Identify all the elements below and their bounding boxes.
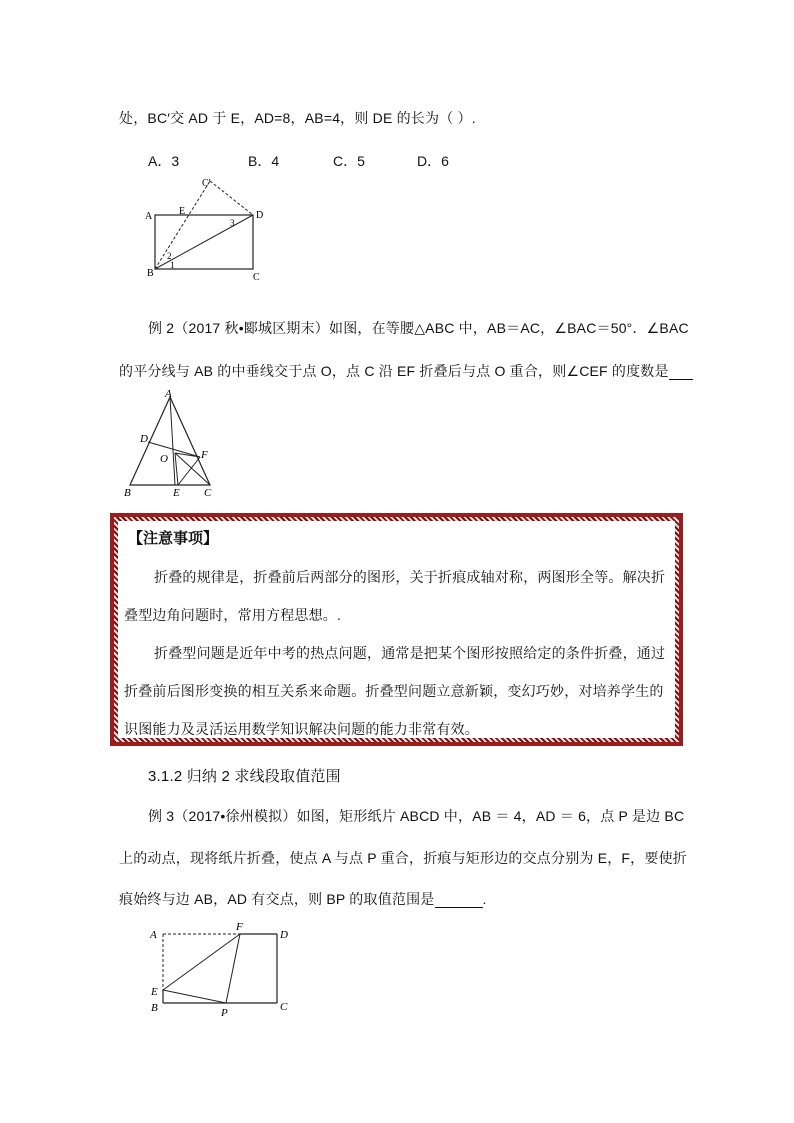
line-d-f bbox=[148, 442, 200, 457]
label-p: P bbox=[221, 1007, 228, 1019]
line-o-e bbox=[175, 453, 178, 485]
notice-p1-line2: 叠型边角问题时，常用方程思想。. bbox=[124, 607, 342, 623]
label-e: E bbox=[179, 206, 186, 217]
ex3-line3-wrap bbox=[119, 889, 487, 909]
label-d: D bbox=[256, 210, 264, 221]
ex3-line2: 上的动点，现将纸片折叠，使点 A 与点 P 重合，折痕与矩形边的交点分别为 E，F，要使折 bbox=[119, 850, 687, 866]
label-c: C bbox=[253, 272, 260, 282]
notice-p1-line1: 折叠的规律是，折叠前后两部分的图形，关于折痕成轴对称，两图形全等。解决折 bbox=[154, 569, 666, 585]
label-b: B bbox=[124, 487, 131, 499]
notice-p2-line1: 折叠型问题是近年中考的热点问题，通常是把某个图形按照给定的条件折叠，通过 bbox=[154, 645, 666, 661]
answer-blank bbox=[435, 891, 483, 908]
label-d: D bbox=[280, 929, 288, 941]
label-a: A bbox=[145, 211, 153, 222]
ex3-line1: 例 3（2017•徐州模拟）如图，矩形纸片 ABCD 中，AB ＝ 4，AD ＝ 6，点 P 是边 BC bbox=[148, 808, 685, 824]
figure-rectangle-paper bbox=[145, 918, 295, 1023]
answer-blank bbox=[669, 363, 693, 380]
angle-2: 2 bbox=[167, 251, 172, 261]
fold-line-ef bbox=[178, 457, 200, 485]
ex3-line3: 痕始终与边 AB，AD 有交点，则 BP 的取值范围是 bbox=[119, 891, 435, 907]
label-e: E bbox=[173, 487, 180, 499]
fold-ef bbox=[163, 934, 240, 990]
label-c: C bbox=[280, 1001, 288, 1013]
figure-rectangle-fold bbox=[140, 172, 280, 282]
q1-options bbox=[0, 151, 794, 171]
ex2-line2: 的平分线与 AB 的中垂线交于点 O，点 C 沿 EF 折叠后与点 O 重合，则∠CEF 的度数是 bbox=[119, 363, 669, 379]
line-c-prime-d bbox=[210, 181, 253, 215]
figure-isosceles-triangle bbox=[118, 385, 228, 500]
notice-content bbox=[118, 521, 675, 738]
label-a: A bbox=[150, 929, 157, 941]
bisector-ao bbox=[170, 397, 175, 485]
label-f: F bbox=[236, 921, 243, 933]
notice-p2-line2: 折叠前后图形变换的相互关系来命题。折叠型问题立意新颖，变幻巧妙，对培养学生的 bbox=[124, 683, 664, 699]
segment-fp bbox=[226, 934, 240, 1003]
option-b: B．4 bbox=[248, 153, 280, 169]
option-d: D．6 bbox=[417, 153, 449, 169]
label-c-prime: C′ bbox=[202, 178, 211, 189]
line-bc-prime bbox=[155, 181, 210, 269]
section-heading: 3.1.2 归纳 2 求线段取值范围 bbox=[148, 768, 341, 785]
ex2-line1: 例 2（2017 秋•郾城区期末）如图，在等腰△ABC 中，AB＝AC，∠BAC＝50°．∠BAC bbox=[148, 320, 689, 336]
notice-box bbox=[110, 513, 683, 746]
label-c: C bbox=[204, 487, 212, 499]
option-a: A．3 bbox=[148, 153, 180, 169]
ex3-line3-end: . bbox=[482, 891, 487, 907]
label-b: B bbox=[147, 268, 154, 279]
label-f: F bbox=[201, 449, 208, 461]
ex2-line2-wrap bbox=[119, 361, 693, 381]
notice-title: 【注意事项】 bbox=[128, 529, 219, 547]
label-d: D bbox=[140, 433, 148, 445]
label-o: O bbox=[160, 453, 168, 465]
notice-p2-line3: 识图能力及灵活运用数学知识解决问题的能力非常有效。 bbox=[124, 721, 479, 737]
segment-ep bbox=[163, 990, 226, 1003]
q1-text: 处，BC′交 AD 于 E，AD=8，AB=4，则 DE 的长为（ ）. bbox=[119, 110, 476, 126]
option-c: C．5 bbox=[333, 153, 365, 169]
angle-1: 1 bbox=[170, 260, 175, 270]
angle-3: 3 bbox=[230, 218, 235, 228]
label-e: E bbox=[151, 986, 158, 998]
label-b: B bbox=[151, 1002, 158, 1014]
label-a: A bbox=[165, 388, 172, 400]
